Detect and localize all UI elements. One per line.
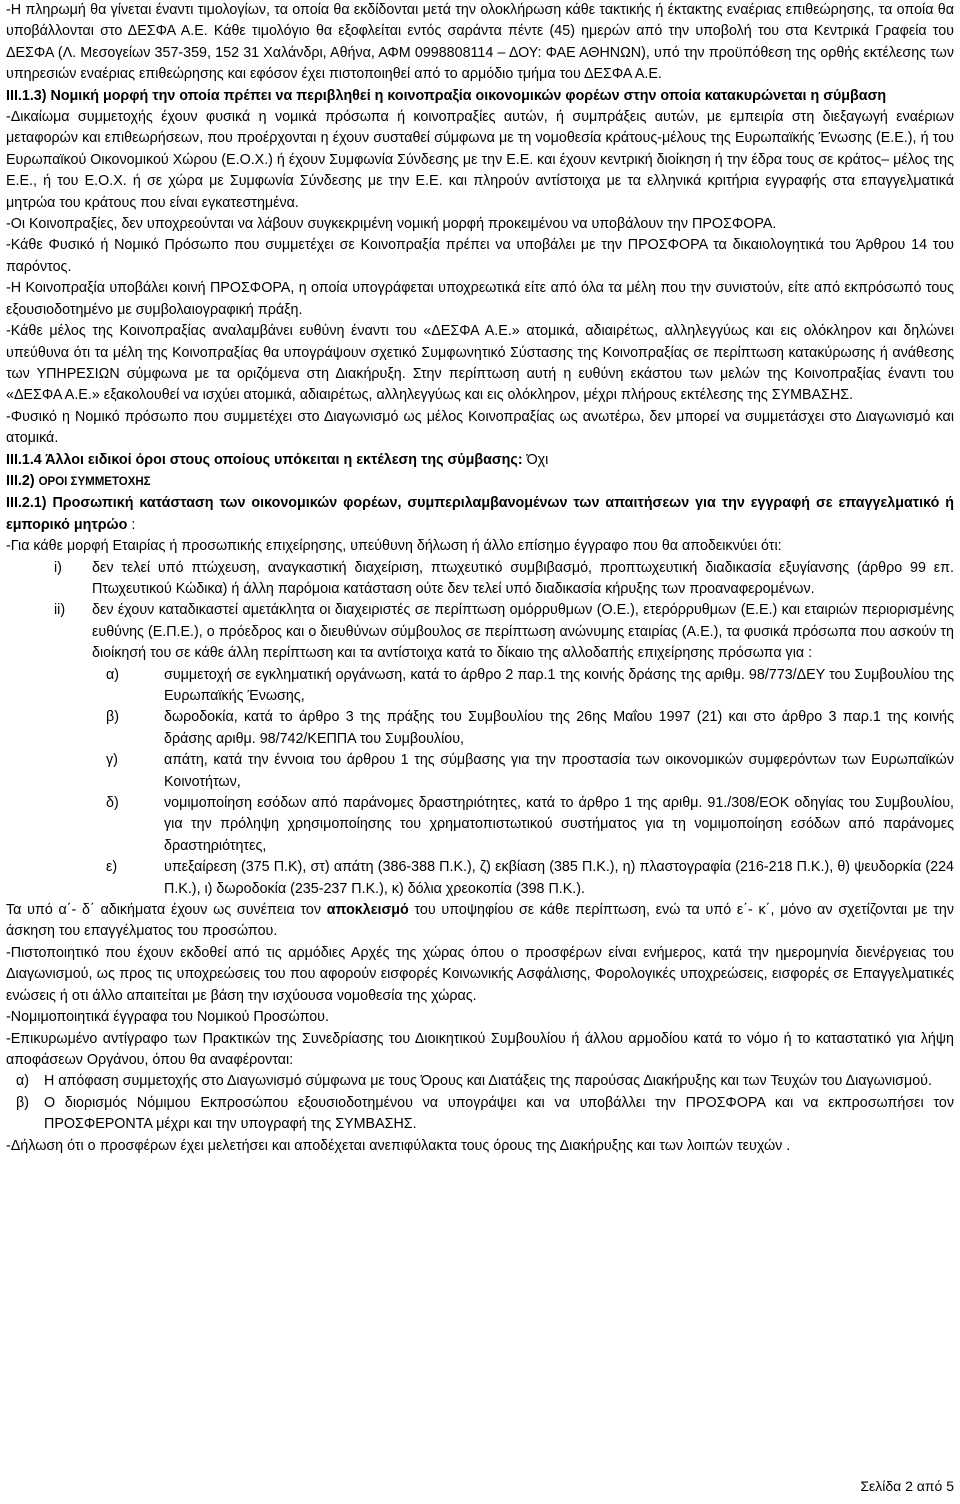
liability-paragraph: -Κάθε μέλος της Κοινοπραξίας αναλαμβάνει ευθύνη έναντι του «ΔΕΣΦΑ Α.Ε.» ατομικά, αδιαιρέτως, αλληλεγγύως και εις ολόκληρον και δηλώνει υπεύθυνα ότι τα μέλη της Κοινοπραξίας θα υπογράψουν σχετικό Συμφωνητικό Σύστασης της Κοινοπραξίας σε περίπτωση κατακύρωσης ή ανάθεσης των ΥΠΗΡΕΣΙΩΝ σύμφωνα με τα οριζόμενα στη Διακήρυξη. Στην περίπτωση αυτή η ευθύνη εκάστου των μελών της Κοινοπραξίας έναντι του «ΔΕΣΦΑ Α.Ε.» εξακολουθεί να ισχύει ατομικά, αδιαιρέτως, αλληλεγγύως και εις ολόκληρον, μέχρι πλήρους εκτέλεσης της ΣΥΜΒΑΣΗΣ. — [6, 323, 954, 404]
joint-offer-paragraph: -Η Κοινοπραξία υποβάλει κοινή ΠΡΟΣΦΟΡΑ, η οποία υπογράφεται υποχρεωτικά είτε από όλα τα μέλη που την συνιστούν, είτε από εκπρόσωπό τους εξουσιοδοτημένο με συμβολαιογραφική πράξη. — [6, 280, 954, 318]
section-heading-iii-2-number: ΙΙΙ.2) — [6, 472, 35, 489]
list-text: συμμετοχή σε εγκληματική οργάνωση, κατά το άρθρο 2 παρ.1 της κοινής δράσης της αριθμ. 98/773/ΔΕΥ του Συμβουλίου της Ευρωπαϊκής Ένωσης, — [164, 666, 954, 704]
list-item — [6, 750, 954, 793]
page-number: Σελίδα 2 από 5 — [860, 1478, 954, 1494]
list-item — [6, 600, 954, 664]
acceptance-paragraph: -Δήλωση ότι ο προσφέρων έχει μελετήσει και αποδέχεται ανεπιφύλακτα τους όρους της Διακήρυξης και των λοιπών τευχών . — [6, 1137, 791, 1154]
list-marker: ε) — [106, 859, 118, 876]
exclusion-keyword: αποκλεισμό — [326, 902, 409, 919]
list-item — [6, 707, 954, 750]
list-text: δεν έχουν καταδικαστεί αμετάκλητα οι διαχειριστές σε περίπτωση ομόρρυθμων (Ο.Ε.), ετερόρρυθμων (Ε.Ε.) και εταιριών περιορισμένης ευθύνης (Ε.Π.Ε.), ο πρόεδρος και ο διευθύνων σύμβουλος σε περίπτωση ανώνυμης εταιρίας (Α.Ε.), τα φυσικά πρόσωπα που ασκούν τη διοίκησή του σε κάθε άλλη περίπτωση και τα αντίστοιχα κατά το δίκαιο της αλλοδαπής επιχείρησης πρόσωπα για : — [92, 602, 954, 662]
section-heading-iii-1-4 — [6, 450, 954, 471]
list-item — [6, 1071, 954, 1092]
board-minutes-paragraph: -Επικυρωμένο αντίγραφο των Πρακτικών της Συνεδρίασης του Διοικητικού Συμβουλίου ή άλλου αρμοδίου κατά το νόμο ή το καταστατικό για λήψη αποφάσεων Οργάνου, όπου θα αναφέρονται: — [6, 1030, 954, 1068]
roman-list — [6, 558, 954, 665]
list-marker: α) — [16, 1073, 30, 1090]
consortium-documents-paragraph: -Κάθε Φυσικό ή Νομικό Πρόσωπο που συμμετέχει σε Κοινοπραξία πρέπει να υποβάλει με την ΠΡΟΣΦΟΡΑ τα δικαιολογητικά του Άρθρου 14 του παρόντος. — [6, 237, 954, 275]
offence-list — [6, 665, 954, 900]
consortium-form-paragraph: -Οι Κοινοπραξίες, δεν υποχρεούνται να λάβουν συγκεκριμένη νομική μορφή προκειμένου να υποβάλουν την ΠΡΟΣΦΟΡΑ. — [6, 216, 777, 233]
board-minutes-list — [6, 1071, 954, 1135]
section-heading-iii-1-4-label: ΙΙΙ.1.4 Άλλοι ειδικοί όροι στους οποίους υπόκειται η εκτέλεση της σύμβασης: — [6, 451, 523, 468]
list-item — [6, 558, 954, 601]
list-text: Η απόφαση συμμετοχής στο Διαγωνισμό σύμφωνα με τους Όρους και Διατάξεις της παρούσας Διακήρυξης και των Τευχών του Διαγωνισμού. — [44, 1073, 932, 1090]
list-text: δεν τελεί υπό πτώχευση, αναγκαστική διαχείριση, πτωχευτικό συμβιβασμό, προπτωχευτική διαδικασία εξυγίανσης (άρθρο 99 επ. Πτωχευτικού Κώδικα) ή άλλη παρόμοια κατάσταση ούτε δεν τελεί υπό διαδικασία κήρυξης των προαναφερομένων. — [92, 559, 954, 597]
list-marker: ii) — [54, 602, 66, 619]
list-marker: δ) — [106, 795, 119, 812]
list-marker: γ) — [106, 752, 118, 769]
list-text: απάτη, κατά την έννοια του άρθρου 1 της σύμβασης για την προστασία των οικονομικών συμφερόντων των Ευρωπαϊκών Κοινοτήτων, — [164, 752, 954, 790]
list-item — [6, 857, 954, 900]
section-heading-iii-1-4-value: Όχι — [526, 451, 549, 468]
certificate-paragraph: -Πιστοποιητικό που έχουν εκδοθεί από τις αρμόδιες Αρχές της χώρας όπου ο προσφέρων είναι ενήμερος, κατά την ημερομηνία διενέργειας του Διαγωνισμού, ως προς τις υποχρεώσεις του που αφορούν εισφορές Κοινωνικής Ασφάλισης, Φορολογικές υποχρεώσεις, εισφορές σε Επαγγελματικές ενώσεις ή οτι άλλο απαιτείται με βάση την ισχύουσα νομοθεσία της χώρας. — [6, 944, 954, 1004]
list-text: Ο διορισμός Νόμιμου Εκπροσώπου εξουσιοδοτημένου να υπογράψει και να υποβάλλει την ΠΡΟΣΦΟΡΑ και να εκπροσωπήσει τον ΠΡΟΣΦΕΡΟΝΤΑ μέχρι και την υπογραφή της ΣΥΜΒΑΣΗΣ. — [44, 1094, 954, 1133]
list-item — [6, 1093, 954, 1136]
section-heading-iii-2-title: ΟΡΟΙ ΣΥΜΜΕΤΟΧΗΣ — [38, 475, 151, 488]
section-heading-iii-2-1-colon: : — [127, 516, 136, 533]
list-text: υπεξαίρεση (375 Π.Κ), στ) απάτη (386-388 Π.Κ.), ζ) εκβίαση (385 Π.Κ.), η) πλαστογραφία (216-218 Π.Κ.), θ) ψευδορκία (224 Π.Κ.), ι) δωροδοκία (235-237 Π.Κ.), κ) δόλια χρεοκοπία (398 Π.Κ.). — [164, 859, 954, 897]
payment-paragraph: -Η πληρωμή θα γίνεται έναντι τιμολογίων, τα οποία θα εκδίδονται μετά την ολοκλήρωση κάθε τακτικής ή έκτακτης εναέριας επιθεώρησης, τα οποία θα υποβάλλονται στο ΔΕΣΦΑ Α.Ε. Κάθε τιμολόγιο θα εξοφλείται εντός σαράντα πέντε (45) ημερών από την υποβολή του στα Κεντρικά Γραφεία του ΔΕΣΦΑ (Λ. Μεσογείων 357-359, 152 31 Χαλάνδρι, Αθήνα, ΑΦΜ 0998808114 – ΔΟΥ: ΦΑΕ ΑΘΗΝΩΝ), υπό την προϋπόθεση της ορθής εκτέλεσης των υπηρεσιών εναέριας επιθεώρησης και εφόσον έχει πιστοποιηθεί από το αρμόδιο τμήμα του ΔΕΣΦΑ Α.Ε. — [6, 2, 954, 83]
section-heading-iii-2 — [6, 471, 954, 493]
legal-documents-paragraph: -Νομιμοποιητικά έγγραφα του Νομικού Προσώπου. — [6, 1009, 329, 1026]
list-text: νομιμοποίηση εσόδων από παράνομες δραστηριότητες, κατά το άρθρο 1 της αριθμ. 91./308/ΕΟΚ οδηγίας του Συμβουλίου, για την πρόληψη χρησιμοποίησης του χρηματοπιστωτικού συστήματος για τη νομιμοποίηση εσόδων από παράνομες δραστηριότητες, — [164, 795, 954, 854]
exclusion-text-end: του υποψηφίου σε κάθε περίπτωση, ενώ τα υπό ε΄- κ΄, μόνο αν σχετίζονται με την άσκηση του επαγγέλματος του προσώπου. — [6, 902, 954, 940]
section-heading-iii-2-1 — [6, 493, 954, 536]
exclusion-text-start: Τα υπό α΄- δ΄ αδικήματα έχουν ως συνέπεια τον — [6, 902, 327, 919]
list-marker: α) — [106, 666, 120, 683]
exclusion-paragraph — [6, 900, 954, 943]
declaration-intro-paragraph: -Για κάθε μορφή Εταιρίας ή προσωπικής επιχείρησης, υπεύθυνη δήλωση ή άλλο επίσημο έγγραφο που θα αποδεικνύει ότι: — [6, 538, 782, 555]
list-marker: β) — [16, 1094, 29, 1111]
eligibility-paragraph: -Δικαίωμα συμμετοχής έχουν φυσικά η νομικά πρόσωπα ή κοινοπραξίες αυτών, ή συμπράξεις αυτών, με εμπειρία στη διεξαγωγή εναέριων μεταφορών και επιθεωρήσεων, που προέρχονται η έχουν συσταθεί σύμφωνα με τη νομοθεσία κράτους-μέλους της Ευρωπαϊκής Ένωσης (Ε.Ε.), ή του Ευρωπαϊκού Οικονομικού Χώρου (Ε.Ο.Χ.) ή έχουν Συμφωνία Σύνδεσης με την Ε.Ε. και έχουν κεντρική διοίκηση ή την έδρα τους σε κράτος– μέλος της Ε.Ε., ή του Ε.Ο.Χ. ή σε χώρα με Συμφωνία Σύνδεσης με την Ε.Ε. και πληρούν αντίστοιχα με τα ελληνικά κριτήρια εγγραφής στα επαγγελματικά μητρώα του κράτους που είναι εγκατεστημένα. — [6, 109, 954, 211]
section-heading-iii-1-3: ΙΙΙ.1.3) Νομική μορφή την οποία πρέπει να περιβληθεί η κοινοπραξία οικονομικών φορέων στην οποία κατακυρώνεται η σύμβαση — [6, 87, 887, 104]
list-item — [6, 665, 954, 708]
list-item — [6, 793, 954, 857]
section-heading-iii-2-1-text: ΙΙΙ.2.1) Προσωπική κατάσταση των οικονομικών φορέων, συμπεριλαμβανομένων των απαιτήσεων για την εγγραφή σε επαγγελματικό ή εμπορικό μητρώο — [6, 495, 954, 533]
list-marker: i) — [54, 559, 62, 576]
single-participation-paragraph: -Φυσικό η Νομικό πρόσωπο που συμμετέχει στο Διαγωνισμό ως μέλος Κοινοπραξίας ως ανωτέρω, δεν μπορεί να συμμετάσχει στο Διαγωνισμό και ατομικά. — [6, 408, 954, 447]
list-marker: β) — [106, 709, 119, 726]
list-text: δωροδοκία, κατά το άρθρο 3 της πράξης του Συμβουλίου της 26ης Μαΐου 1997 (21) και στο άρθρο 3 παρ.1 της κοινής δράσης αριθμ. 98/742/ΚΕΠΠΑ του Συμβουλίου, — [164, 709, 954, 747]
document-page — [6, 0, 954, 1157]
